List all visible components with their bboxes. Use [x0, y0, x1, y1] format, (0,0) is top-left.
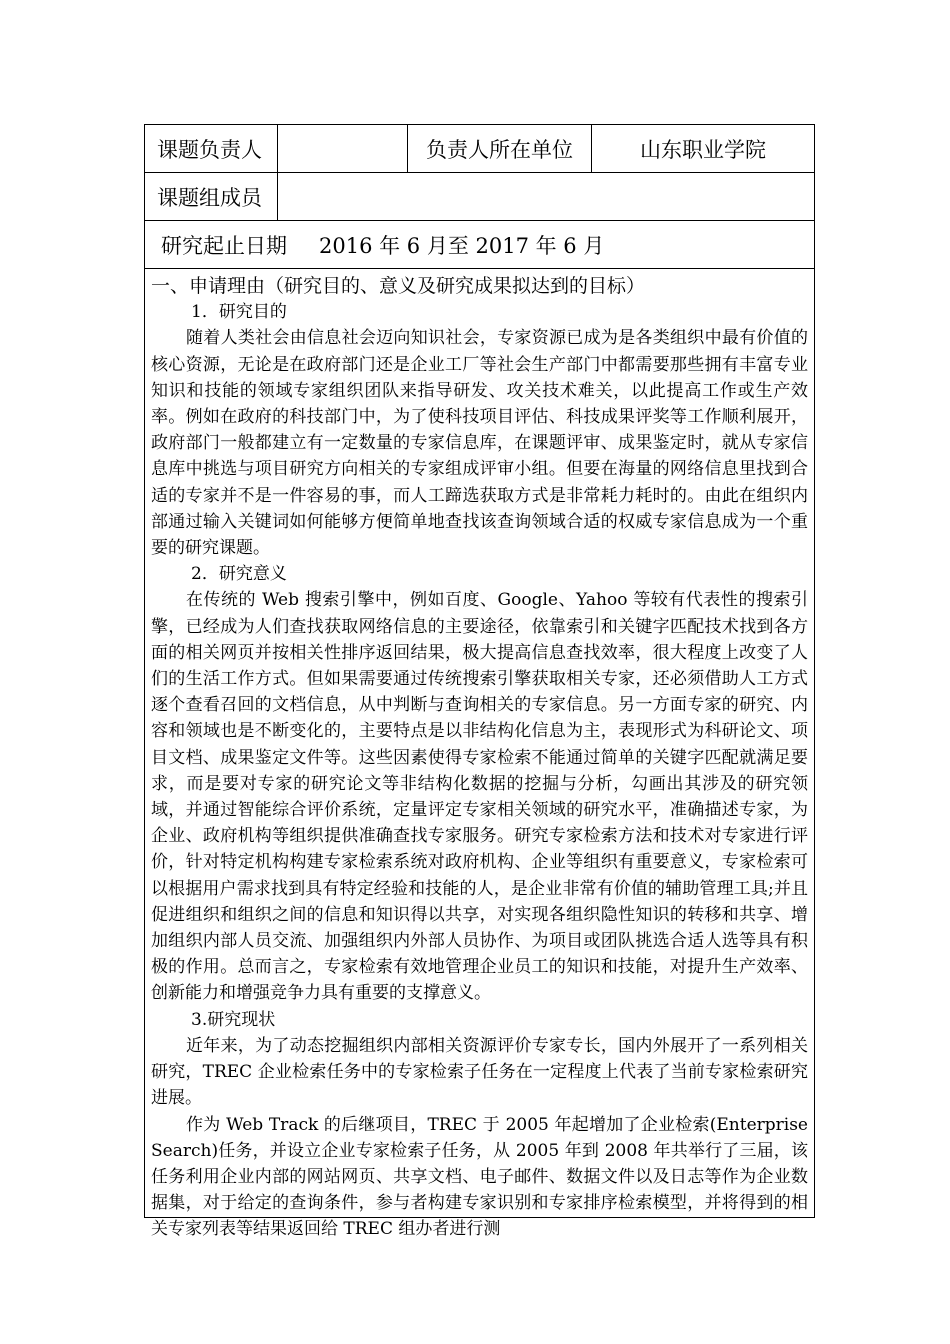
unit-value: 山东职业学院	[640, 137, 766, 162]
application-form	[144, 124, 815, 1240]
members-value	[278, 173, 814, 220]
unit-label: 负责人所在单位	[408, 125, 592, 172]
subsection-title-purpose: 1．研究目的	[191, 302, 287, 323]
paragraph-status-1: 近年来，为了动态挖掘组织内部相关资源评价专家专长，国内外展开了一系列相关研究，TREC 企业检索任务中的专家检索子任务在一定程度上代表了当前专家检索研究进展。	[151, 1035, 808, 1109]
subsection-title-significance: 2．研究意义	[191, 564, 287, 585]
subsection-title-status: 3.研究现状	[191, 1009, 276, 1030]
paragraph-significance: 在传统的 Web 搜索引擎中，例如百度、Google、Yahoo 等较有代表性的搜索引擎，已经成为人们查找获取网络信息的主要途径，依靠索引和关键字匹配技术找到各方面的相关网页并按相关性排序返回结果，极大提高信息查找效率，很大程度上改变了人们的生活工作方式。但如果需要通过传统搜索引擎获取相关专家，还必须借助人工方式逐个查看召回的文档信息，从中判断与查询相关的专家信息。另一方面专家的研究、内容和领域也是不断变化的，主要特点是以非结构化信息为主，表现形式为科研论文、项目文档、成果鉴定文件等。这些因素使得专家检索不能通过简单的关键字匹配就满足要求，而是要对专家的研究论文等非结构化数据的挖掘与分析，勾画出其涉及的研究领域，并通过智能综合评价系统，定量评定专家相关领域的研究水平，准确描述专家，为企业、政府机构等组织提供准确查找专家服务。研究专家检索方法和技术对专家进行评价，针对特定机构构建专家检索系统对政府机构、企业等组织有重要意义，专家检索可以根据用户需求找到具有特定经验和技能的人，是企业非常有价值的辅助管理工具;并且促进组织和组织之间的信息和知识得以共享，对实现各组织隐性知识的转移和共享、增加组织内部人员交流、加强组织内外部人员协作、为项目或团队挑选合适人选等具有积极的作用。总而言之，专家检索有效地管理企业员工的知识和技能，对提升生产效率、创新能力和增强竞争力具有重要的支撑意义。	[151, 590, 808, 1004]
leader-label: 课题负责人	[145, 125, 278, 172]
application-reason-section	[145, 269, 814, 1240]
form-row-members	[145, 173, 814, 221]
leader-value	[278, 125, 408, 172]
research-dates	[145, 221, 604, 268]
paragraph-purpose: 随着人类社会由信息社会迈向知识社会，专家资源已成为是各类组织中最有价值的核心资源，无论是在政府部门还是企业工厂等社会生产部门中都需要那些拥有丰富专业知识和技能的领域专家组织团队来指导研发、攻关技术难关，以此提高工作或生产效率。例如在政府的科技部门中，为了使科技项目评估、科技成果评奖等工作顺利展开，政府部门一般都建立有一定数量的专家信息库，在课题评审、成果鉴定时，就从专家信息库中挑选与项目研究方向相关的专家组成评审小组。但要在海量的网络信息里找到合适的专家并不是一件容易的事，而人工蹄选获取方式是非常耗力耗时的。由此在组织内部通过输入关键词如何能够方便简单地查找该查询领域合适的权威专家信息成为一个重要的研究课题。	[151, 328, 808, 559]
dates-label: 研究起止日期	[161, 233, 287, 258]
dates-value: 2016 年 6 月至 2017 年 6 月	[319, 233, 605, 258]
form-row-dates	[145, 221, 814, 269]
members-label: 课题组成员	[145, 173, 278, 220]
section-title: 一、申请理由（研究目的、意义及研究成果拟达到的目标）	[151, 275, 646, 297]
form-row-leader	[145, 125, 814, 173]
paragraph-status-2: 作为 Web Track 的后继项目，TREC 于 2005 年起增加了企业检索(Enterprise Search)任务，并设立企业专家检索子任务，从 2005 年到 2008 年共举行了三届，该任务利用企业内部的网站网页、共享文档、电子邮件、数据文件以及日志等作为企业数据集，对于给定的查询条件，参与者构建专家识别和专家排序检索模型，并将得到的相关专家列表等结果返回给 TREC 组办者进行测	[151, 1114, 808, 1240]
